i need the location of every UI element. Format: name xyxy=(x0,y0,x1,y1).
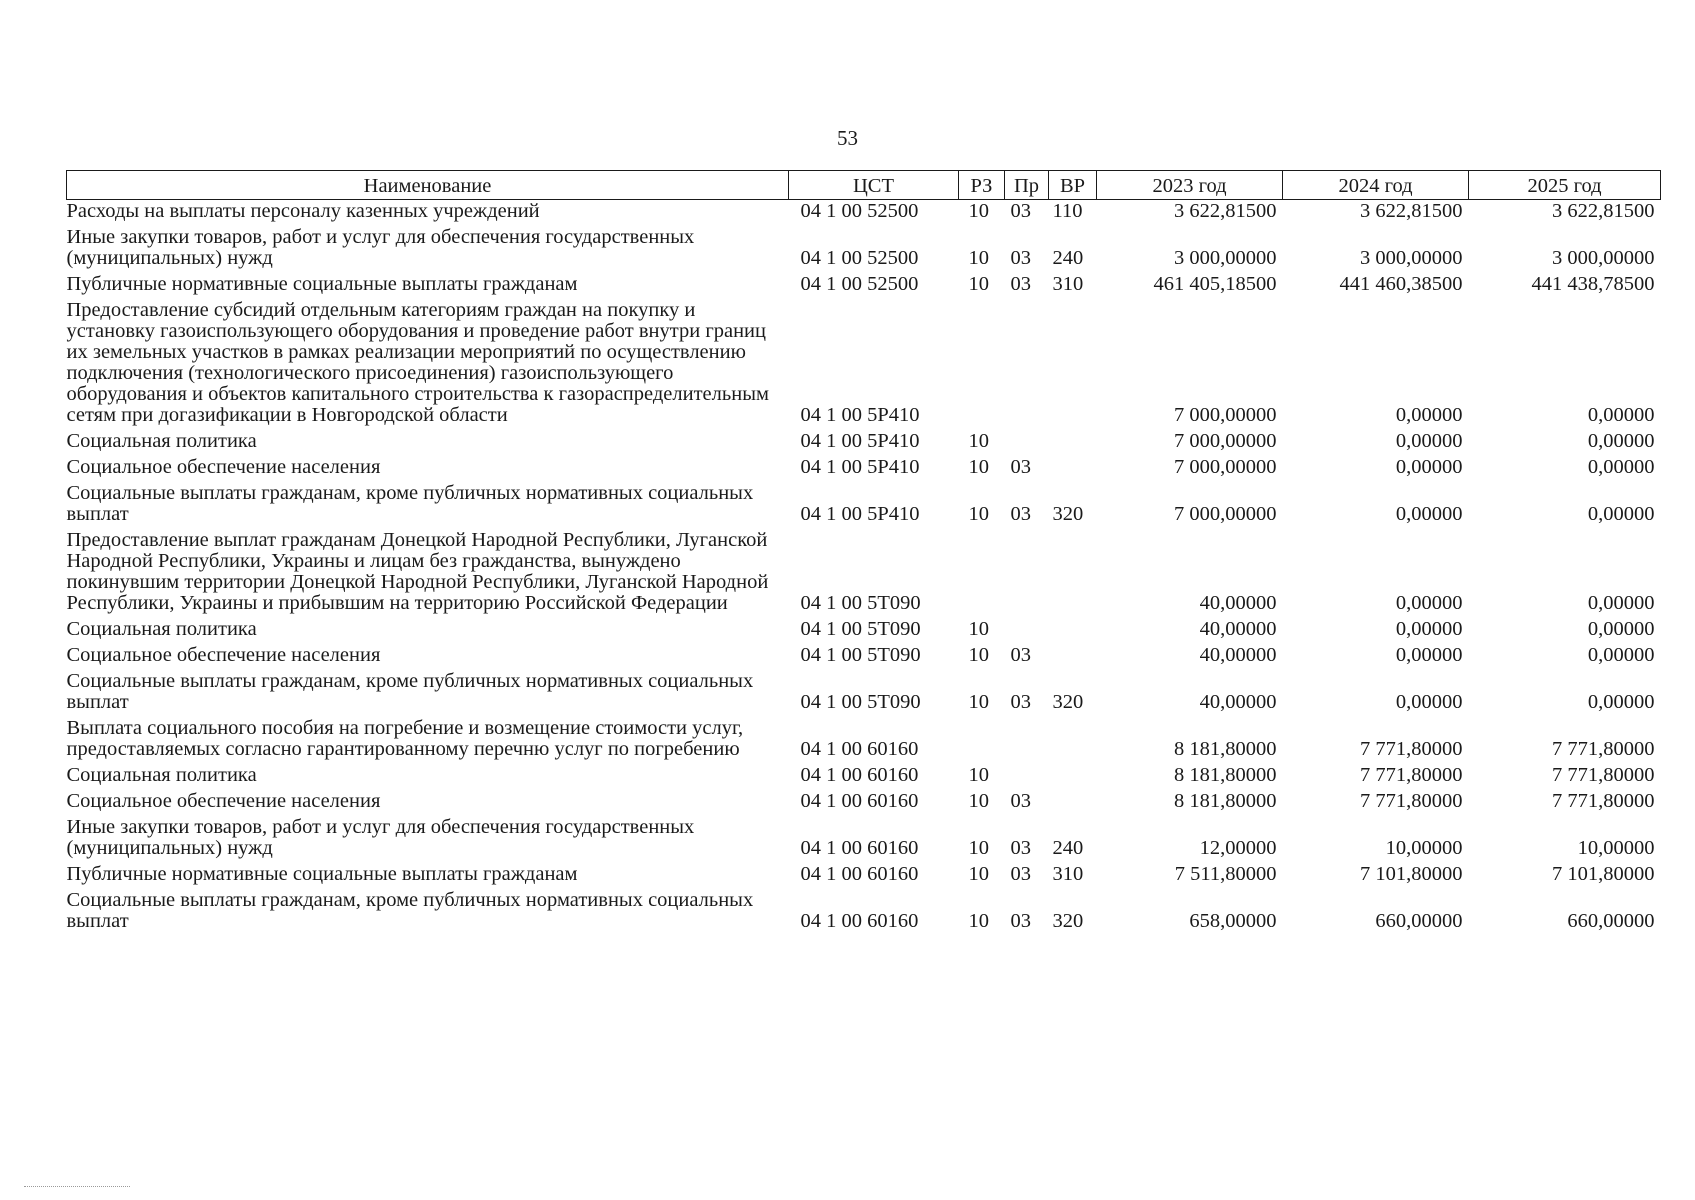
cell-2023: 7 511,80000 xyxy=(1174,863,1277,885)
cell-cst: 04 1 00 52500 xyxy=(800,247,919,269)
header-rz: РЗ xyxy=(959,171,1005,200)
cell-vr xyxy=(1049,430,1097,456)
cell-2025: 7 771,80000 xyxy=(1552,764,1655,786)
cell-name: Публичные нормативные социальные выплаты гражданам xyxy=(66,273,578,295)
header-2024: 2024 год xyxy=(1283,171,1469,200)
cell-name: Выплата социального пособия на погребение и возмещение стоимости услуг, предоставляемых согласно гарантированному перечню услуг по погребению xyxy=(66,717,744,760)
cell-name: Публичные нормативные социальные выплаты гражданам xyxy=(66,863,578,885)
cell-vr: 320 xyxy=(1052,691,1084,713)
cell-2024: 3 622,81500 xyxy=(1360,200,1463,222)
cell-2025: 0,00000 xyxy=(1587,618,1655,640)
cell-rz: 10 xyxy=(968,644,989,666)
cell-cst: 04 1 00 60160 xyxy=(800,738,919,760)
cell-2023: 40,00000 xyxy=(1199,592,1277,614)
cell-2025: 0,00000 xyxy=(1587,691,1655,713)
cell-vr xyxy=(1049,644,1097,670)
cell-rz: 10 xyxy=(968,837,989,859)
cell-vr xyxy=(1049,717,1097,764)
header-2025: 2025 год xyxy=(1469,171,1661,200)
cell-2023: 8 181,80000 xyxy=(1174,738,1277,760)
cell-2023: 8 181,80000 xyxy=(1174,764,1277,786)
table-body xyxy=(67,200,1661,937)
cell-rz: 10 xyxy=(968,247,989,269)
cell-pr: 03 xyxy=(1010,503,1031,525)
cell-2025: 7 771,80000 xyxy=(1552,790,1655,812)
cell-pr xyxy=(1005,717,1049,764)
header-cst: ЦСТ xyxy=(789,171,959,200)
cell-pr: 03 xyxy=(1010,863,1031,885)
cell-cst: 04 1 00 52500 xyxy=(800,200,919,222)
cell-name: Предоставление субсидий отдельным категориям граждан на покупку и установку газоиспользующего оборудования и проведение работ внутри границ их земельных участков в рамках реализации мероприятий по осуществлению подключения (технологического присоединения) газоиспользующего оборудования и объектов капитального строительства к газораспределительным сетям при догазификации в Новгородской области xyxy=(66,299,769,426)
cell-cst: 04 1 00 60160 xyxy=(800,863,919,885)
table-row xyxy=(67,644,1661,670)
cell-2024: 7 771,80000 xyxy=(1360,790,1463,812)
cell-cst: 04 1 00 5P410 xyxy=(800,456,920,478)
cell-2023: 7 000,00000 xyxy=(1174,404,1277,426)
table-row xyxy=(67,226,1661,273)
table-header xyxy=(67,171,1661,200)
cell-2025: 0,00000 xyxy=(1587,592,1655,614)
cell-2025: 660,00000 xyxy=(1567,910,1655,932)
cell-vr: 320 xyxy=(1052,910,1084,932)
cell-vr: 110 xyxy=(1052,200,1083,222)
cell-2025: 3 000,00000 xyxy=(1552,247,1655,269)
cell-2025: 0,00000 xyxy=(1587,404,1655,426)
cell-rz: 10 xyxy=(968,273,989,295)
table-row xyxy=(67,430,1661,456)
table-row xyxy=(67,618,1661,644)
cell-pr xyxy=(1005,618,1049,644)
cell-cst: 04 1 00 5P410 xyxy=(800,430,920,452)
cell-2024: 441 460,38500 xyxy=(1339,273,1463,295)
cell-cst: 04 1 00 5P410 xyxy=(800,503,920,525)
cell-pr: 03 xyxy=(1010,837,1031,859)
cell-vr: 240 xyxy=(1052,247,1084,269)
header-row xyxy=(67,171,1661,200)
cell-2025: 0,00000 xyxy=(1587,456,1655,478)
cell-pr: 03 xyxy=(1010,247,1031,269)
table-row xyxy=(67,299,1661,430)
header-pr: Пр xyxy=(1005,171,1049,200)
cell-2024: 0,00000 xyxy=(1395,456,1463,478)
cell-2025: 3 622,81500 xyxy=(1552,200,1655,222)
cell-pr: 03 xyxy=(1010,910,1031,932)
cell-2024: 7 771,80000 xyxy=(1360,738,1463,760)
cell-cst: 04 1 00 5T090 xyxy=(800,691,921,713)
cell-2023: 461 405,18500 xyxy=(1153,273,1277,295)
cell-name: Социальная политика xyxy=(66,618,257,640)
cell-2025: 7 771,80000 xyxy=(1552,738,1655,760)
scan-artifact-line xyxy=(24,1186,130,1187)
cell-vr: 240 xyxy=(1052,837,1084,859)
cell-rz: 10 xyxy=(968,430,989,452)
cell-name: Социальная политика xyxy=(66,430,257,452)
table-row xyxy=(67,816,1661,863)
cell-2025: 0,00000 xyxy=(1587,430,1655,452)
cell-rz: 10 xyxy=(968,618,989,640)
cell-cst: 04 1 00 5T090 xyxy=(800,644,921,666)
cell-2025: 7 101,80000 xyxy=(1552,863,1655,885)
cell-2024: 0,00000 xyxy=(1395,618,1463,640)
cell-2024: 7 771,80000 xyxy=(1360,764,1463,786)
cell-vr: 310 xyxy=(1052,273,1084,295)
table-row xyxy=(67,863,1661,889)
cell-name: Предоставление выплат гражданам Донецкой Народной Республики, Луганской Народной Республики, Украины и лицам без гражданства, вынуждено покинувшим территории Донецкой Народной Республики, Луганской Народной Республики, Украины и прибывшим на территорию Российской Федерации xyxy=(66,529,769,614)
cell-pr xyxy=(1005,764,1049,790)
cell-rz: 10 xyxy=(968,910,989,932)
cell-2024: 660,00000 xyxy=(1375,910,1463,932)
budget-table xyxy=(66,170,1661,936)
cell-2023: 7 000,00000 xyxy=(1174,503,1277,525)
cell-pr: 03 xyxy=(1010,691,1031,713)
table-row xyxy=(67,790,1661,816)
cell-pr: 03 xyxy=(1010,456,1031,478)
cell-2023: 40,00000 xyxy=(1199,618,1277,640)
cell-vr xyxy=(1049,764,1097,790)
table-row xyxy=(67,717,1661,764)
cell-pr: 03 xyxy=(1010,644,1031,666)
cell-name: Социальные выплаты гражданам, кроме публичных нормативных социальных выплат xyxy=(66,889,754,932)
cell-rz xyxy=(959,299,1005,430)
cell-2023: 8 181,80000 xyxy=(1174,790,1277,812)
cell-rz xyxy=(959,529,1005,618)
cell-rz: 10 xyxy=(968,503,989,525)
table-row xyxy=(67,529,1661,618)
cell-pr xyxy=(1005,529,1049,618)
cell-2025: 0,00000 xyxy=(1587,644,1655,666)
cell-name: Социальное обеспечение населения xyxy=(66,456,381,478)
cell-vr: 310 xyxy=(1052,863,1084,885)
cell-name: Социальное обеспечение населения xyxy=(66,790,381,812)
cell-rz: 10 xyxy=(968,764,989,786)
cell-2024: 10,00000 xyxy=(1385,837,1463,859)
cell-2024: 3 000,00000 xyxy=(1360,247,1463,269)
cell-rz: 10 xyxy=(968,200,989,222)
cell-vr xyxy=(1049,790,1097,816)
cell-pr xyxy=(1005,299,1049,430)
cell-2023: 3 622,81500 xyxy=(1174,200,1277,222)
cell-cst: 04 1 00 60160 xyxy=(800,790,919,812)
cell-vr xyxy=(1049,529,1097,618)
table-row xyxy=(67,273,1661,299)
cell-2024: 0,00000 xyxy=(1395,691,1463,713)
header-name: Наименование xyxy=(67,171,789,200)
cell-vr: 320 xyxy=(1052,503,1084,525)
table-row xyxy=(67,482,1661,529)
table-row xyxy=(67,670,1661,717)
cell-name: Социальная политика xyxy=(66,764,257,786)
cell-2024: 0,00000 xyxy=(1395,592,1463,614)
cell-rz: 10 xyxy=(968,790,989,812)
cell-2023: 12,00000 xyxy=(1199,837,1277,859)
cell-vr xyxy=(1049,456,1097,482)
cell-pr: 03 xyxy=(1010,273,1031,295)
cell-cst: 04 1 00 60160 xyxy=(800,837,919,859)
cell-2023: 7 000,00000 xyxy=(1174,456,1277,478)
cell-name: Иные закупки товаров, работ и услуг для обеспечения государственных (муниципальных) нужд xyxy=(66,226,695,269)
cell-2025: 10,00000 xyxy=(1577,837,1655,859)
cell-rz xyxy=(959,717,1005,764)
cell-cst: 04 1 00 52500 xyxy=(800,273,919,295)
header-vr: ВР xyxy=(1049,171,1097,200)
cell-cst: 04 1 00 5T090 xyxy=(800,618,921,640)
cell-cst: 04 1 00 5P410 xyxy=(800,404,920,426)
cell-2024: 0,00000 xyxy=(1395,644,1463,666)
cell-pr: 03 xyxy=(1010,200,1031,222)
cell-2023: 40,00000 xyxy=(1199,644,1277,666)
cell-cst: 04 1 00 5T090 xyxy=(800,592,921,614)
cell-pr xyxy=(1005,430,1049,456)
cell-name: Социальные выплаты гражданам, кроме публичных нормативных социальных выплат xyxy=(66,482,754,525)
cell-cst: 04 1 00 60160 xyxy=(800,910,919,932)
cell-name: Социальное обеспечение населения xyxy=(66,644,381,666)
table-row xyxy=(67,764,1661,790)
header-2023: 2023 год xyxy=(1097,171,1283,200)
cell-rz: 10 xyxy=(968,456,989,478)
cell-rz: 10 xyxy=(968,691,989,713)
cell-vr xyxy=(1049,618,1097,644)
cell-pr: 03 xyxy=(1010,790,1031,812)
table-row xyxy=(67,200,1661,227)
page-number: 53 xyxy=(837,126,858,150)
cell-2023: 40,00000 xyxy=(1199,691,1277,713)
cell-cst: 04 1 00 60160 xyxy=(800,764,919,786)
cell-2024: 0,00000 xyxy=(1395,404,1463,426)
cell-rz: 10 xyxy=(968,863,989,885)
table-row xyxy=(67,456,1661,482)
table-row xyxy=(67,889,1661,936)
cell-2025: 441 438,78500 xyxy=(1531,273,1655,295)
cell-2024: 7 101,80000 xyxy=(1360,863,1463,885)
cell-2023: 7 000,00000 xyxy=(1174,430,1277,452)
cell-2024: 0,00000 xyxy=(1395,503,1463,525)
cell-vr xyxy=(1049,299,1097,430)
cell-name: Расходы на выплаты персоналу казенных учреждений xyxy=(66,200,540,222)
cell-name: Иные закупки товаров, работ и услуг для обеспечения государственных (муниципальных) нужд xyxy=(66,816,695,859)
cell-2025: 0,00000 xyxy=(1587,503,1655,525)
cell-2024: 0,00000 xyxy=(1395,430,1463,452)
cell-name: Социальные выплаты гражданам, кроме публичных нормативных социальных выплат xyxy=(66,670,754,713)
cell-2023: 3 000,00000 xyxy=(1174,247,1277,269)
cell-2023: 658,00000 xyxy=(1189,910,1277,932)
